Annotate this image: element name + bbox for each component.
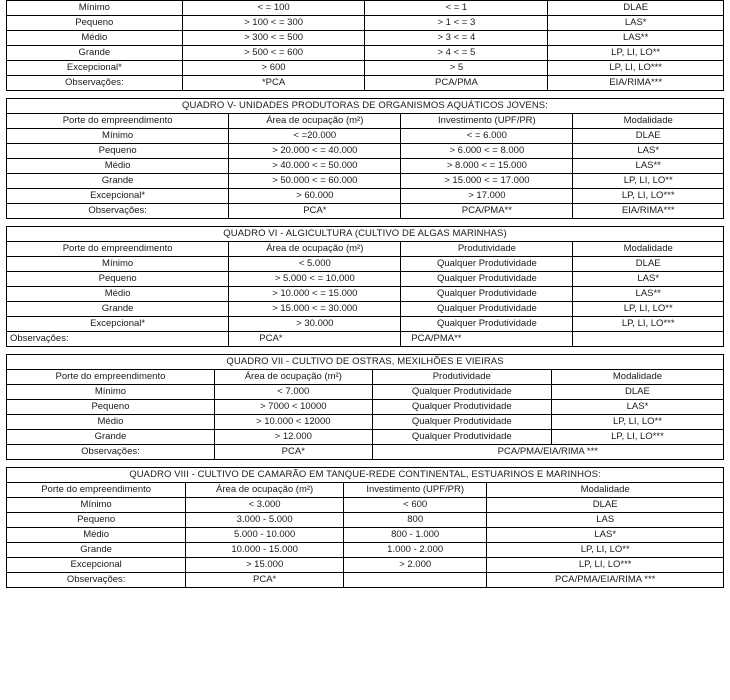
- cell-modalidade: LAS: [487, 513, 724, 528]
- cell-modalidade: LP, LI, LO***: [551, 430, 723, 445]
- header-investimento: Investimento (UPF/PR): [343, 483, 486, 498]
- cell-observacoes-invest: PCA/PMA**: [401, 204, 573, 219]
- cell-area: > 20.000 < = 40.000: [229, 144, 401, 159]
- cell-modalidade: DLAE: [548, 1, 724, 16]
- cell-observacoes-modalidade: EIA/RIMA***: [573, 204, 724, 219]
- cell-modalidade: LP, LI, LO***: [573, 189, 724, 204]
- cell-observacoes-label: Observações:: [7, 76, 183, 91]
- table-row: [7, 174, 724, 189]
- cell-produtividade: Qualquer Produtividade: [401, 302, 573, 317]
- cell-porte: Médio: [7, 528, 186, 543]
- table-row: [7, 543, 724, 558]
- table-title: QUADRO VI - ALGICULTURA (CULTIVO DE ALGAS MARINHAS): [7, 227, 724, 242]
- cell-area: > 40.000 < = 50.000: [229, 159, 401, 174]
- table-header-row: [7, 242, 724, 257]
- cell-produtividade: Qualquer Produtividade: [401, 272, 573, 287]
- cell-porte: Excepcional*: [7, 189, 229, 204]
- cell-area: > 50.000 < = 60.000: [229, 174, 401, 189]
- cell-modalidade: LAS*: [548, 16, 724, 31]
- cell-modalidade: LAS*: [487, 528, 724, 543]
- header-porte: Porte do empreendimento: [7, 114, 229, 129]
- table-row: [7, 61, 724, 76]
- cell-observacoes-label: Observações:: [7, 573, 186, 588]
- cell-invest: < = 6.000: [401, 129, 573, 144]
- cell-area: > 30.000: [229, 317, 401, 332]
- cell-modalidade: LP, LI, LO**: [487, 543, 724, 558]
- table-row: [7, 558, 724, 573]
- cell-porte: Mínimo: [7, 129, 229, 144]
- table-header-row: [7, 483, 724, 498]
- cell-porte: Mínimo: [7, 385, 215, 400]
- table-row: [7, 317, 724, 332]
- table-row: [7, 16, 724, 31]
- cell-observacoes-area: *PCA: [182, 76, 365, 91]
- cell-invest: > 2.000: [343, 558, 486, 573]
- table-row: [7, 144, 724, 159]
- cell-invest: > 6.000 < = 8.000: [401, 144, 573, 159]
- header-porte: Porte do empreendimento: [7, 370, 215, 385]
- cell-modalidade: DLAE: [487, 498, 724, 513]
- cell-invest: > 8.000 < = 15.000: [401, 159, 573, 174]
- header-porte: Porte do empreendimento: [7, 242, 229, 257]
- cell-area: 3.000 - 5.000: [186, 513, 344, 528]
- cell-porte: Grande: [7, 430, 215, 445]
- table-row: [7, 528, 724, 543]
- cell-observacoes-area: PCA*: [229, 204, 401, 219]
- cell-observacoes-label: Observações:: [7, 445, 215, 460]
- cell-modalidade: LP, LI, LO**: [573, 302, 724, 317]
- cell-porte: Excepcional*: [7, 317, 229, 332]
- cell-area: < 7.000: [214, 385, 372, 400]
- cell-observacoes-modalidade: PCA/PMA/EIA/RIMA ***: [372, 445, 723, 460]
- table-title: QUADRO VII - CULTIVO DE OSTRAS, MEXILHÕES E VIEIRAS: [7, 355, 724, 370]
- table-row: [7, 257, 724, 272]
- cell-porte: Pequeno: [7, 400, 215, 415]
- table-quadro-vi: [6, 226, 724, 347]
- cell-invest: > 15.000 < = 17.000: [401, 174, 573, 189]
- header-produtividade: Produtividade: [401, 242, 573, 257]
- cell-invest: > 1 < = 3: [365, 16, 548, 31]
- cell-modalidade: LAS**: [573, 159, 724, 174]
- cell-porte: Pequeno: [7, 513, 186, 528]
- cell-produtividade: Qualquer Produtividade: [401, 317, 573, 332]
- cell-porte: Médio: [7, 287, 229, 302]
- table-row-observacoes: [7, 445, 724, 460]
- table-row: [7, 400, 724, 415]
- cell-area: > 5.000 < = 10.000: [229, 272, 401, 287]
- table-row: [7, 415, 724, 430]
- table-title-row: [7, 468, 724, 483]
- header-area: Área de ocupação (m²): [229, 114, 401, 129]
- cell-modalidade: LAS*: [573, 272, 724, 287]
- header-area: Área de ocupação (m²): [186, 483, 344, 498]
- table-quadro-viii: [6, 467, 724, 588]
- cell-modalidade: LP, LI, LO***: [573, 317, 724, 332]
- cell-invest: < 600: [343, 498, 486, 513]
- cell-modalidade: DLAE: [551, 385, 723, 400]
- table-title-row: [7, 227, 724, 242]
- cell-area: > 10.000 < = 15.000: [229, 287, 401, 302]
- table-row: [7, 1, 724, 16]
- cell-produtividade: Qualquer Produtividade: [372, 400, 551, 415]
- cell-porte: Excepcional*: [7, 61, 183, 76]
- cell-porte: Mínimo: [7, 498, 186, 513]
- cell-porte: Grande: [7, 174, 229, 189]
- cell-observacoes-modalidade: [573, 332, 724, 347]
- cell-porte: Pequeno: [7, 16, 183, 31]
- header-area: Área de ocupação (m²): [214, 370, 372, 385]
- cell-porte: Pequeno: [7, 144, 229, 159]
- cell-invest: < = 1: [365, 1, 548, 16]
- cell-porte: Médio: [7, 31, 183, 46]
- cell-porte: Excepcional: [7, 558, 186, 573]
- cell-invest: > 17.000: [401, 189, 573, 204]
- cell-observacoes-area: PCA*: [214, 445, 372, 460]
- table-title: QUADRO V- UNIDADES PRODUTORAS DE ORGANISMOS AQUÁTICOS JOVENS:: [7, 99, 724, 114]
- cell-produtividade: Qualquer Produtividade: [372, 385, 551, 400]
- cell-invest: > 3 < = 4: [365, 31, 548, 46]
- cell-observacoes-area: PCA*: [186, 573, 344, 588]
- cell-area: > 12.000: [214, 430, 372, 445]
- cell-observacoes-produtividade: PCA/PMA**: [401, 332, 573, 347]
- cell-produtividade: Qualquer Produtividade: [372, 415, 551, 430]
- cell-modalidade: DLAE: [573, 257, 724, 272]
- header-produtividade: Produtividade: [372, 370, 551, 385]
- header-modalidade: Modalidade: [573, 242, 724, 257]
- cell-area: < 5.000: [229, 257, 401, 272]
- cell-observacoes-modalidade: EIA/RIMA***: [548, 76, 724, 91]
- cell-invest: > 4 < = 5: [365, 46, 548, 61]
- cell-area: > 60.000: [229, 189, 401, 204]
- cell-observacoes-area: PCA*: [229, 332, 401, 347]
- header-modalidade: Modalidade: [551, 370, 723, 385]
- header-modalidade: Modalidade: [487, 483, 724, 498]
- table-row-observacoes: [7, 76, 724, 91]
- cell-porte: Grande: [7, 46, 183, 61]
- cell-porte: Pequeno: [7, 272, 229, 287]
- cell-modalidade: LAS**: [573, 287, 724, 302]
- table-title: QUADRO VIII - CULTIVO DE CAMARÃO EM TANQUE-REDE CONTINENTAL, ESTUARINOS E MARINHOS:: [7, 468, 724, 483]
- cell-observacoes-invest: PCA/PMA: [365, 76, 548, 91]
- cell-porte: Mínimo: [7, 1, 183, 16]
- table-quadro-iv-continued: [6, 0, 724, 91]
- table-row: [7, 302, 724, 317]
- header-modalidade: Modalidade: [573, 114, 724, 129]
- table-row: [7, 498, 724, 513]
- table-title-row: [7, 99, 724, 114]
- cell-area: > 10.000 < 12000: [214, 415, 372, 430]
- cell-area: > 500 < = 600: [182, 46, 365, 61]
- cell-porte: Médio: [7, 415, 215, 430]
- cell-produtividade: Qualquer Produtividade: [401, 257, 573, 272]
- cell-observacoes-modalidade: PCA/PMA/EIA/RIMA ***: [487, 573, 724, 588]
- cell-modalidade: LP, LI, LO**: [548, 46, 724, 61]
- table-row: [7, 513, 724, 528]
- cell-modalidade: LP, LI, LO***: [487, 558, 724, 573]
- cell-area: > 600: [182, 61, 365, 76]
- cell-invest: > 5: [365, 61, 548, 76]
- cell-modalidade: LP, LI, LO**: [573, 174, 724, 189]
- table-quadro-vii: [6, 354, 724, 460]
- table-row: [7, 430, 724, 445]
- cell-area: < = 100: [182, 1, 365, 16]
- cell-observacoes-invest: [343, 573, 486, 588]
- cell-invest: 800 - 1.000: [343, 528, 486, 543]
- table-row-observacoes: [7, 332, 724, 347]
- cell-produtividade: Qualquer Produtividade: [401, 287, 573, 302]
- table-row: [7, 189, 724, 204]
- cell-area: > 100 < = 300: [182, 16, 365, 31]
- header-investimento: Investimento (UPF/PR): [401, 114, 573, 129]
- cell-observacoes-label: Observações:: [7, 204, 229, 219]
- cell-area: > 7000 < 10000: [214, 400, 372, 415]
- cell-area: > 300 < = 500: [182, 31, 365, 46]
- table-header-row: [7, 370, 724, 385]
- table-row: [7, 31, 724, 46]
- table-row: [7, 272, 724, 287]
- table-quadro-v: [6, 98, 724, 219]
- cell-modalidade: DLAE: [573, 129, 724, 144]
- cell-modalidade: LP, LI, LO***: [548, 61, 724, 76]
- table-row: [7, 385, 724, 400]
- cell-porte: Grande: [7, 302, 229, 317]
- cell-porte: Médio: [7, 159, 229, 174]
- cell-porte: Grande: [7, 543, 186, 558]
- header-porte: Porte do empreendimento: [7, 483, 186, 498]
- table-row: [7, 46, 724, 61]
- cell-area: < 3.000: [186, 498, 344, 513]
- cell-modalidade: LAS**: [548, 31, 724, 46]
- cell-observacoes-label: Observações:: [7, 332, 229, 347]
- cell-modalidade: LAS*: [573, 144, 724, 159]
- cell-invest: 1.000 - 2.000: [343, 543, 486, 558]
- table-row: [7, 159, 724, 174]
- cell-modalidade: LAS*: [551, 400, 723, 415]
- table-row-observacoes: [7, 573, 724, 588]
- table-header-row: [7, 114, 724, 129]
- cell-area: > 15.000: [186, 558, 344, 573]
- table-title-row: [7, 355, 724, 370]
- cell-area: 5.000 - 10.000: [186, 528, 344, 543]
- table-row-observacoes: [7, 204, 724, 219]
- cell-area: 10.000 - 15.000: [186, 543, 344, 558]
- cell-invest: 800: [343, 513, 486, 528]
- cell-area: > 15.000 < = 30.000: [229, 302, 401, 317]
- cell-produtividade: Qualquer Produtividade: [372, 430, 551, 445]
- cell-area: < =20.000: [229, 129, 401, 144]
- cell-porte: Mínimo: [7, 257, 229, 272]
- header-area: Área de ocupação (m²): [229, 242, 401, 257]
- cell-modalidade: LP, LI, LO**: [551, 415, 723, 430]
- table-row: [7, 129, 724, 144]
- table-row: [7, 287, 724, 302]
